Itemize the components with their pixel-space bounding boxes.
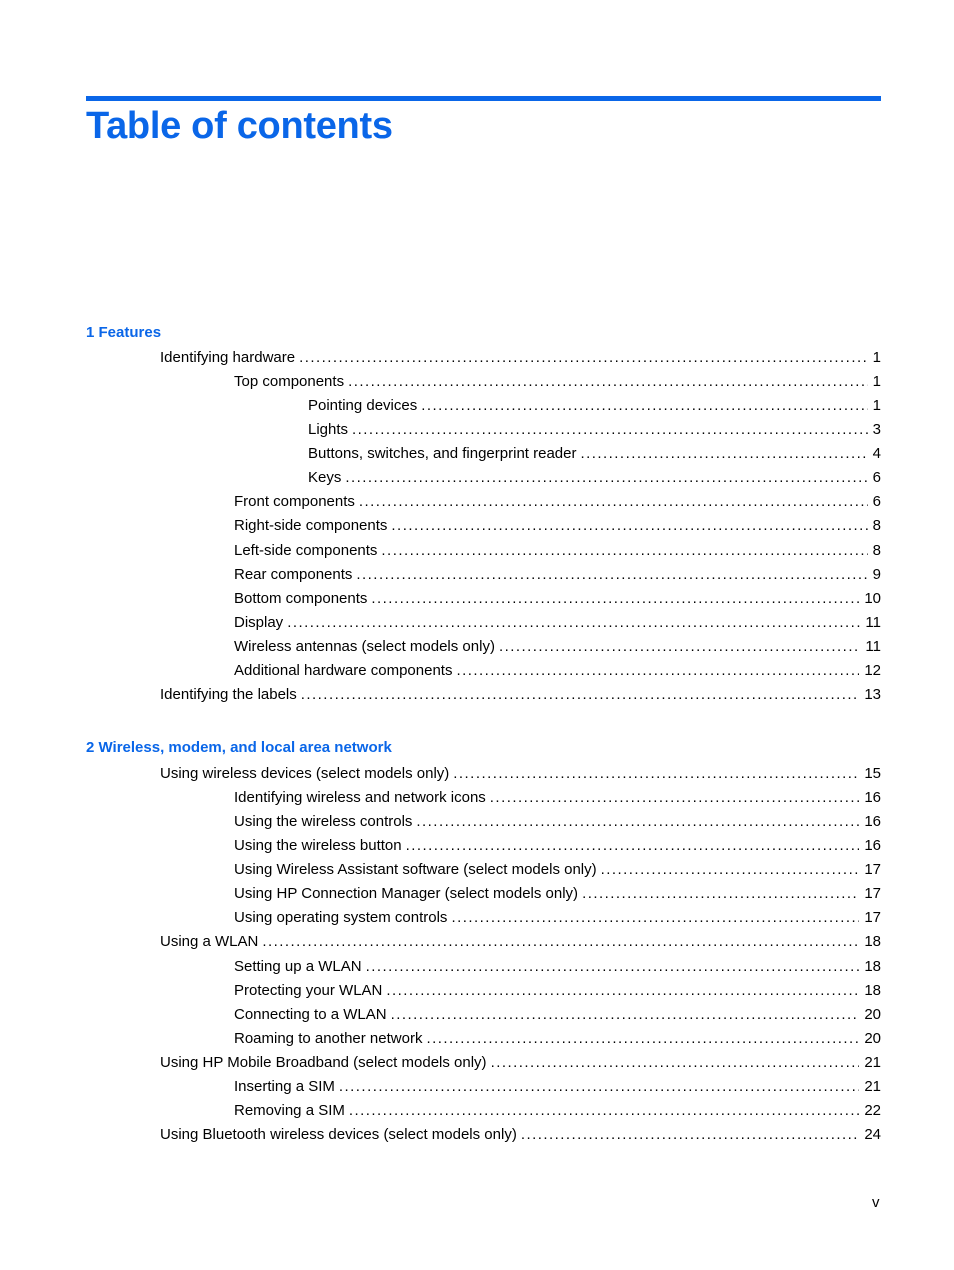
toc-entry[interactable]	[234, 812, 881, 832]
dot-leader	[456, 661, 859, 681]
toc-entry[interactable]	[234, 565, 881, 585]
toc-entry-page: 16	[864, 837, 881, 855]
toc-entry[interactable]	[308, 468, 881, 488]
toc-entry[interactable]	[234, 637, 881, 657]
dot-leader	[580, 444, 867, 464]
toc-entry-label: Buttons, switches, and fingerprint reader	[308, 445, 577, 463]
dot-leader	[262, 932, 859, 952]
toc-entry-label: Right-side components	[234, 517, 388, 535]
toc-entry-label: Bottom components	[234, 589, 368, 607]
toc-entry-label: Identifying hardware	[160, 349, 296, 366]
toc-entry-page: 6	[872, 469, 881, 487]
dot-leader	[352, 420, 868, 440]
dot-leader	[349, 1101, 859, 1121]
toc-entry[interactable]	[160, 764, 881, 784]
toc-entry[interactable]	[234, 908, 881, 928]
toc-entry-label: Inserting a SIM	[234, 1077, 335, 1095]
toc-entry[interactable]	[308, 420, 881, 440]
toc-entry[interactable]	[234, 788, 881, 808]
toc-entry-label: Using operating system controls	[234, 909, 448, 927]
dot-leader	[453, 764, 859, 784]
toc-entry-label: Using Bluetooth wireless devices (select models only)	[160, 1126, 517, 1144]
toc-entry[interactable]	[308, 396, 881, 416]
dot-leader	[348, 372, 868, 392]
toc-entry[interactable]	[234, 1101, 881, 1121]
toc-entry[interactable]	[308, 444, 881, 464]
toc-entry-page: 10	[864, 589, 881, 607]
toc-entry-label: Identifying the labels	[160, 685, 297, 703]
toc-entry-label: Using a WLAN	[160, 933, 259, 951]
toc-entry-page: 20	[864, 1029, 881, 1047]
toc-entry-page: 1	[872, 373, 881, 391]
dot-leader	[491, 1053, 860, 1073]
toc-entry-page: 21	[864, 1053, 881, 1071]
toc-entry-page: 1	[872, 349, 881, 366]
toc-entry-page: 12	[864, 661, 881, 679]
dot-leader	[416, 812, 859, 832]
toc-entry-label: Using HP Connection Manager (select models only)	[234, 885, 579, 903]
dot-leader	[287, 613, 860, 633]
dot-leader	[381, 541, 867, 561]
toc-entry-label: Front components	[234, 493, 355, 511]
toc-entry-page: 18	[864, 933, 881, 951]
dot-leader	[391, 1005, 860, 1025]
dot-leader	[406, 836, 860, 856]
toc-entry[interactable]	[234, 957, 881, 977]
dot-leader	[521, 1125, 859, 1145]
toc-entry[interactable]	[234, 1077, 881, 1097]
toc-entry-page: 9	[872, 565, 881, 583]
toc-entry[interactable]	[234, 661, 881, 681]
toc-entry[interactable]	[160, 932, 881, 952]
page-title: Table of contents	[86, 105, 393, 147]
dot-leader	[339, 1077, 859, 1097]
toc-entry-label: Using Wireless Assistant software (select models only)	[234, 861, 597, 879]
dot-leader	[366, 957, 860, 977]
toc-entry-label: Identifying wireless and network icons	[234, 789, 486, 807]
toc-entry[interactable]	[160, 685, 881, 705]
toc-entry[interactable]	[234, 372, 881, 392]
toc-entry-page: 24	[864, 1126, 881, 1144]
toc-entry-page: 11	[865, 613, 881, 631]
dot-leader	[301, 685, 860, 705]
toc-entry-label: Keys	[308, 469, 342, 487]
toc-entry[interactable]	[160, 348, 881, 368]
toc-entry[interactable]	[234, 541, 881, 561]
toc-entry[interactable]	[234, 516, 881, 536]
toc-entry-page: 17	[864, 885, 881, 903]
toc-entry-label: Display	[234, 613, 284, 631]
toc-entry-label: Using the wireless button	[234, 837, 402, 855]
toc-entry-page: 16	[864, 813, 881, 831]
toc-entry[interactable]	[234, 1005, 881, 1025]
toc-entry-label: Using HP Mobile Broadband (select models only)	[160, 1053, 487, 1071]
toc-entry-label: Removing a SIM	[234, 1101, 345, 1119]
toc-entry[interactable]	[160, 1053, 881, 1073]
toc-entry-page: 4	[872, 445, 881, 463]
dot-leader	[345, 468, 867, 488]
toc-entry[interactable]	[234, 860, 881, 880]
toc-entry-page: 15	[864, 765, 881, 782]
page-number: v	[872, 1194, 880, 1211]
toc-entry-page: 21	[864, 1077, 881, 1095]
dot-leader	[359, 492, 868, 512]
toc-entry-page: 16	[864, 789, 881, 807]
toc-entry[interactable]	[234, 589, 881, 609]
dot-leader	[451, 908, 859, 928]
toc-entry[interactable]	[234, 1029, 881, 1049]
toc-entry-label: Roaming to another network	[234, 1029, 423, 1047]
toc-entry-page: 6	[872, 493, 881, 511]
toc-entry-page: 1	[872, 397, 881, 415]
toc-entry-label: Rear components	[234, 565, 353, 583]
chapter-heading[interactable]: 1 Features	[86, 324, 162, 341]
dot-leader	[299, 348, 868, 368]
toc-entry-label: Protecting your WLAN	[234, 981, 383, 999]
dot-leader	[371, 589, 859, 609]
toc-entry-label: Setting up a WLAN	[234, 957, 362, 975]
toc-entry-page: 11	[865, 637, 881, 655]
toc-entry-page: 3	[872, 421, 881, 439]
dot-leader	[582, 884, 859, 904]
toc-entry-label: Additional hardware components	[234, 661, 453, 679]
toc-entry-label: Left-side components	[234, 541, 378, 559]
toc-entry[interactable]	[234, 981, 881, 1001]
dot-leader	[391, 516, 867, 536]
toc-entry[interactable]	[234, 613, 881, 633]
toc-entry-label: Connecting to a WLAN	[234, 1005, 387, 1023]
toc-entry-page: 18	[864, 957, 881, 975]
dot-leader	[421, 396, 867, 416]
toc-entry-page: 22	[864, 1101, 881, 1119]
toc-entry-page: 8	[872, 517, 881, 535]
toc-entry-label: Using the wireless controls	[234, 813, 413, 831]
toc-entry-page: 20	[864, 1005, 881, 1023]
toc-entry-label: Top components	[234, 373, 345, 391]
toc-entry-page: 13	[864, 685, 881, 703]
dot-leader	[356, 565, 867, 585]
toc-entry-page: 8	[872, 541, 881, 559]
dot-leader	[499, 637, 860, 657]
toc-entry-page: 17	[864, 861, 881, 879]
toc-entry[interactable]	[160, 1125, 881, 1145]
dot-leader	[426, 1029, 859, 1049]
toc-entry-label: Pointing devices	[308, 397, 418, 415]
toc-entry-page: 17	[864, 909, 881, 927]
dot-leader	[386, 981, 859, 1001]
toc-entry-label: Using wireless devices (select models only)	[160, 765, 450, 782]
toc-entry-label: Wireless antennas (select models only)	[234, 637, 495, 655]
toc-entry-label: Lights	[308, 421, 349, 439]
toc-entry[interactable]	[234, 492, 881, 512]
chapter-heading[interactable]: 2 Wireless, modem, and local area network	[86, 739, 392, 756]
toc-entry-page: 18	[864, 981, 881, 999]
toc-entry[interactable]	[234, 836, 881, 856]
toc-entry[interactable]	[234, 884, 881, 904]
dot-leader	[601, 860, 860, 880]
dot-leader	[490, 788, 860, 808]
